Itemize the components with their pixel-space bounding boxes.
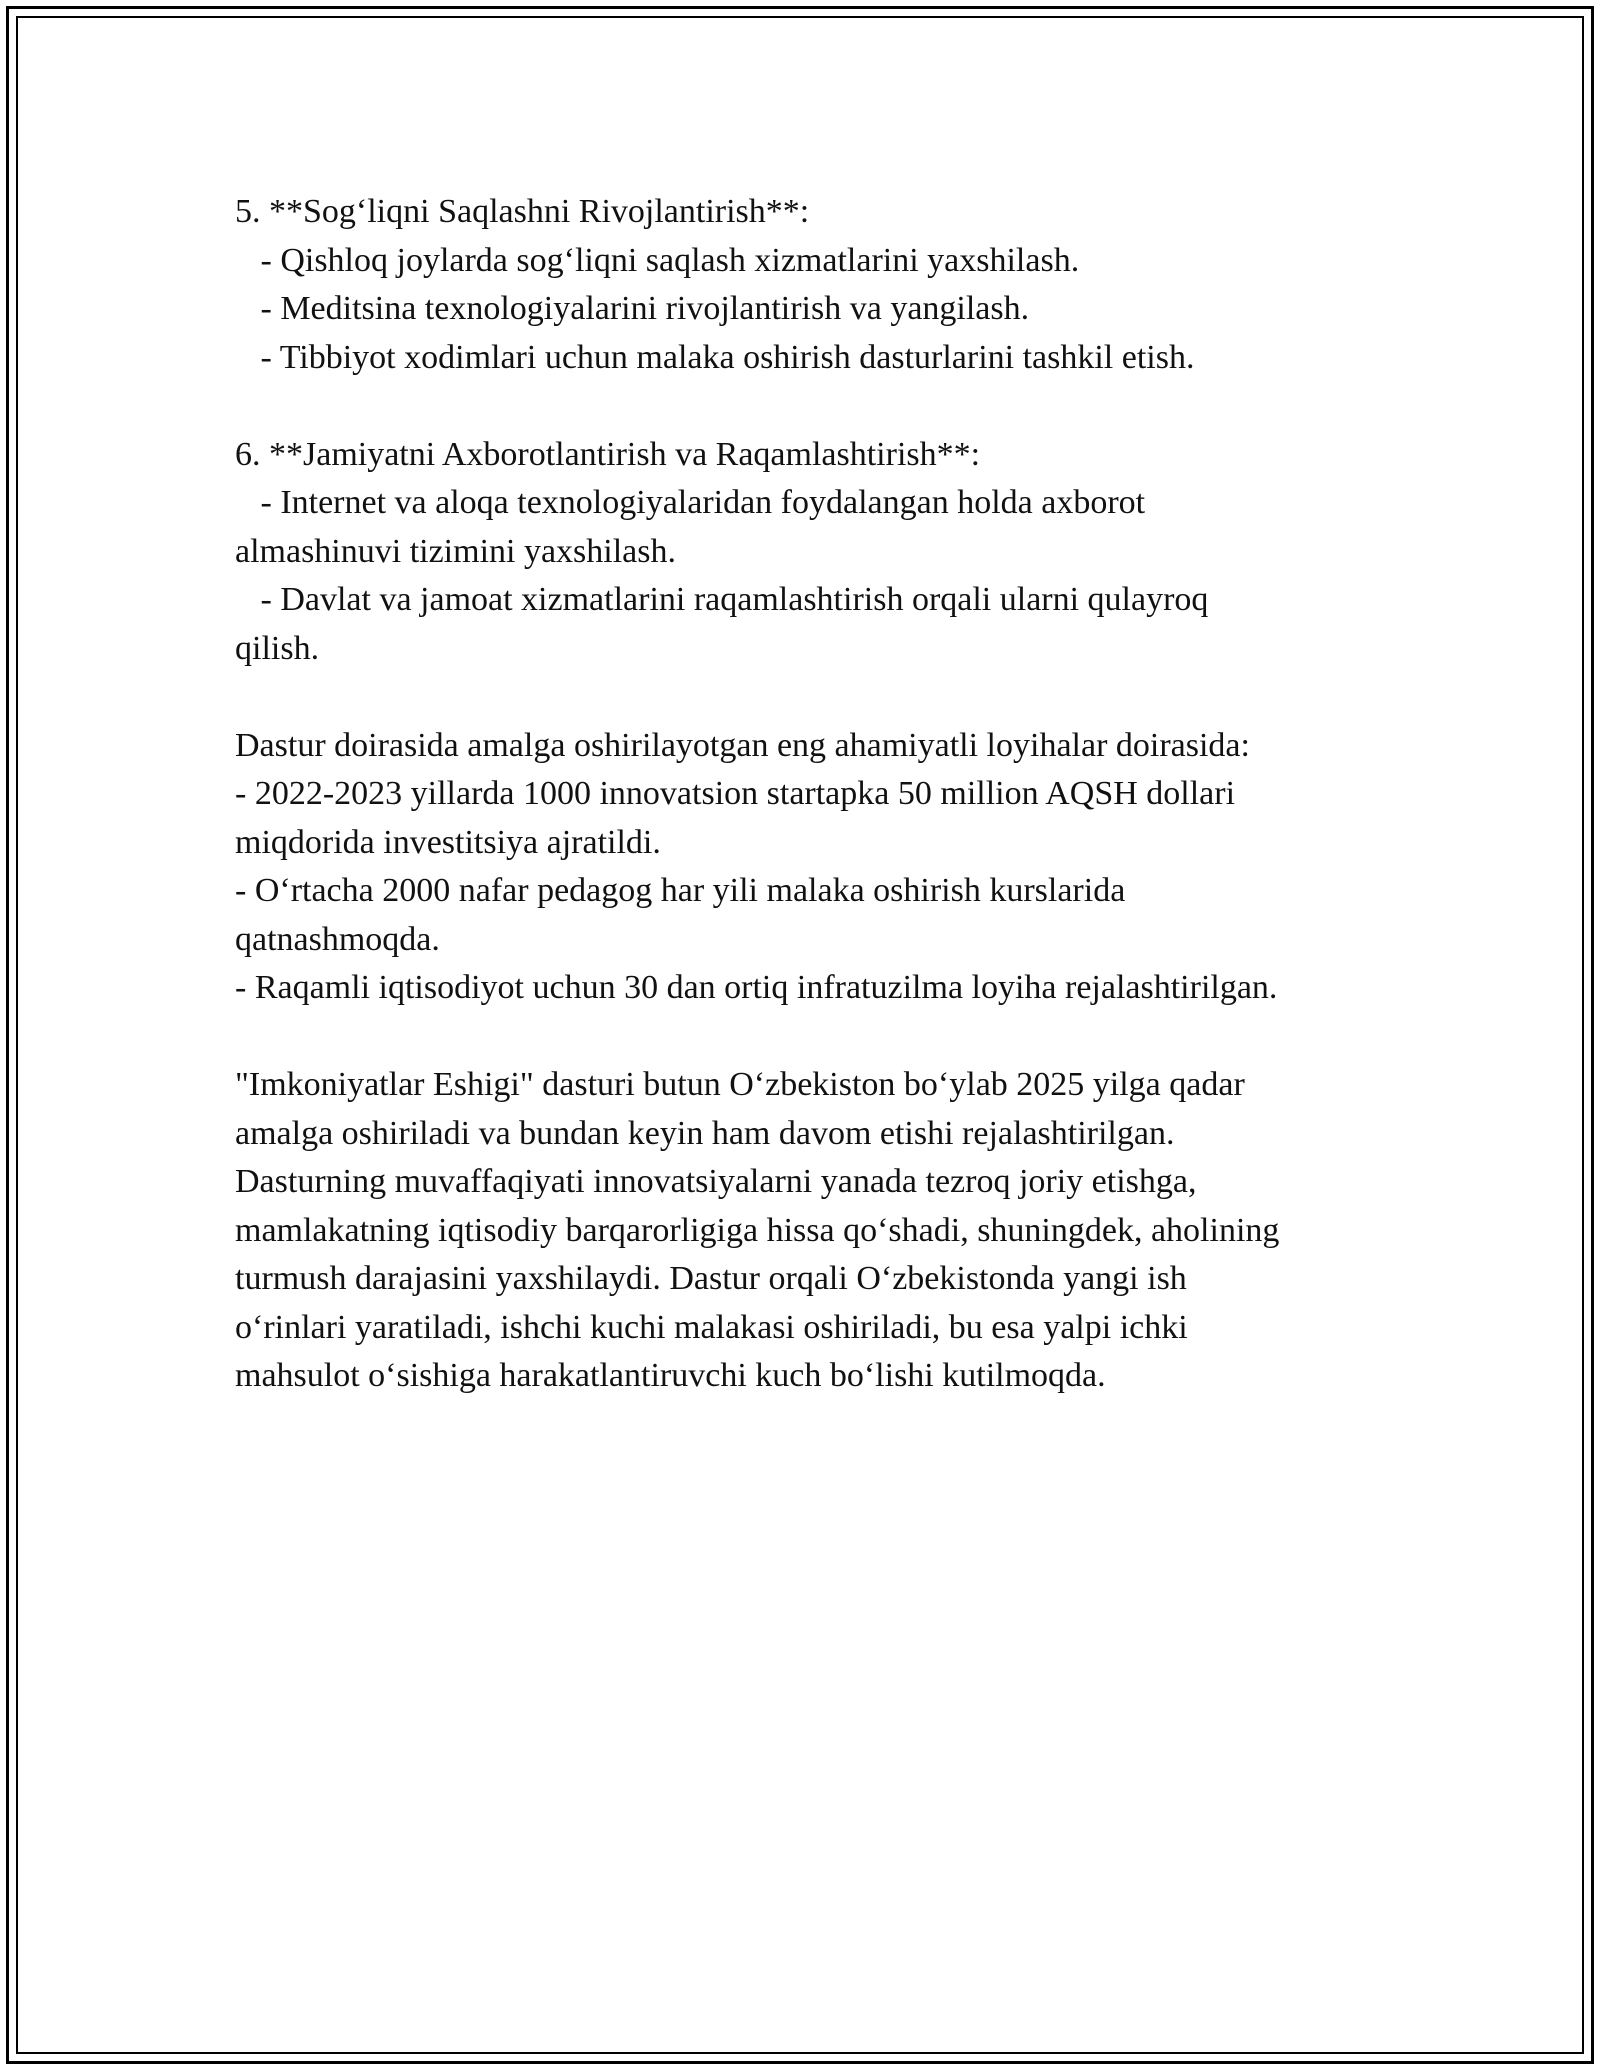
conclusion-line: mahsulot o‘sishiga harakatlantiruvchi kuch bo‘lishi kutilmoqda. (235, 1357, 1106, 1394)
conclusion-line: mamlakatning iqtisodiy barqarorligiga hissa qo‘shadi, shuningdek, aholining (235, 1211, 1280, 1249)
conclusion-line: turmush darajasini yaxshilaydi. Dastur orqali O‘zbekistonda yangi ish (235, 1260, 1187, 1297)
projects-line: - Raqamli iqtisodiyot uchun 30 dan ortiq infratuzilma loyiha rejalashtirilgan. (235, 969, 1278, 1006)
section-5-item: - Qishloq joylarda sog‘liqni saqlash xizmatlarini yaxshilash. (235, 241, 1080, 279)
section-6-line: - Davlat va jamoat xizmatlarini raqamlashtirish orqali ularni qulayroq (235, 581, 1209, 618)
section-6-line: qilish. (235, 629, 320, 667)
paragraph-spacer (235, 673, 1415, 722)
section-5-item: - Tibbiyot xodimlari uchun malaka oshirish dasturlarini tashkil etish. (235, 338, 1195, 376)
document-body (235, 188, 1415, 1401)
projects-line: - 2022-2023 yillarda 1000 innovatsion startapka 50 million AQSH dollari (235, 775, 1236, 812)
section-5-heading: 5. **Sog‘liqni Saqlashni Rivojlantirish**: (235, 193, 810, 230)
section-5-item: - Meditsina texnologiyalarini rivojlantirish va yangilash. (235, 290, 1030, 327)
section-6-line: - Internet va aloqa texnologiyalaridan foydalangan holda axborot (235, 484, 1146, 521)
section-6-line: almashinuvi tizimini yaxshilash. (235, 532, 677, 570)
projects-line: miqdorida investitsiya ajratildi. (235, 823, 661, 861)
section-6-heading: 6. **Jamiyatni Axborotlantirish va Raqamlashtirish**: (235, 435, 981, 473)
paragraph-spacer (235, 1013, 1415, 1062)
conclusion-line: "Imkoniyatlar Eshigi" dasturi butun O‘zbekiston bo‘ylab 2025 yilga qadar (235, 1066, 1245, 1103)
projects-line: qatnashmoqda. (235, 920, 440, 958)
conclusion-line: amalga oshiriladi va bundan keyin ham davom etishi rejalashtirilgan. (235, 1114, 1175, 1152)
paragraph-spacer (235, 382, 1415, 431)
conclusion-line: Dasturning muvaffaqiyati innovatsiyalarni yanada tezroq joriy etishga, (235, 1163, 1197, 1200)
projects-intro: Dastur doirasida amalga oshirilayotgan eng ahamiyatli loyihalar doirasida: (235, 726, 1250, 764)
conclusion-line: o‘rinlari yaratiladi, ishchi kuchi malakasi oshiriladi, bu esa yalpi ichki (235, 1308, 1188, 1346)
projects-line: - O‘rtacha 2000 nafar pedagog har yili malaka oshirish kurslarida (235, 872, 1126, 909)
